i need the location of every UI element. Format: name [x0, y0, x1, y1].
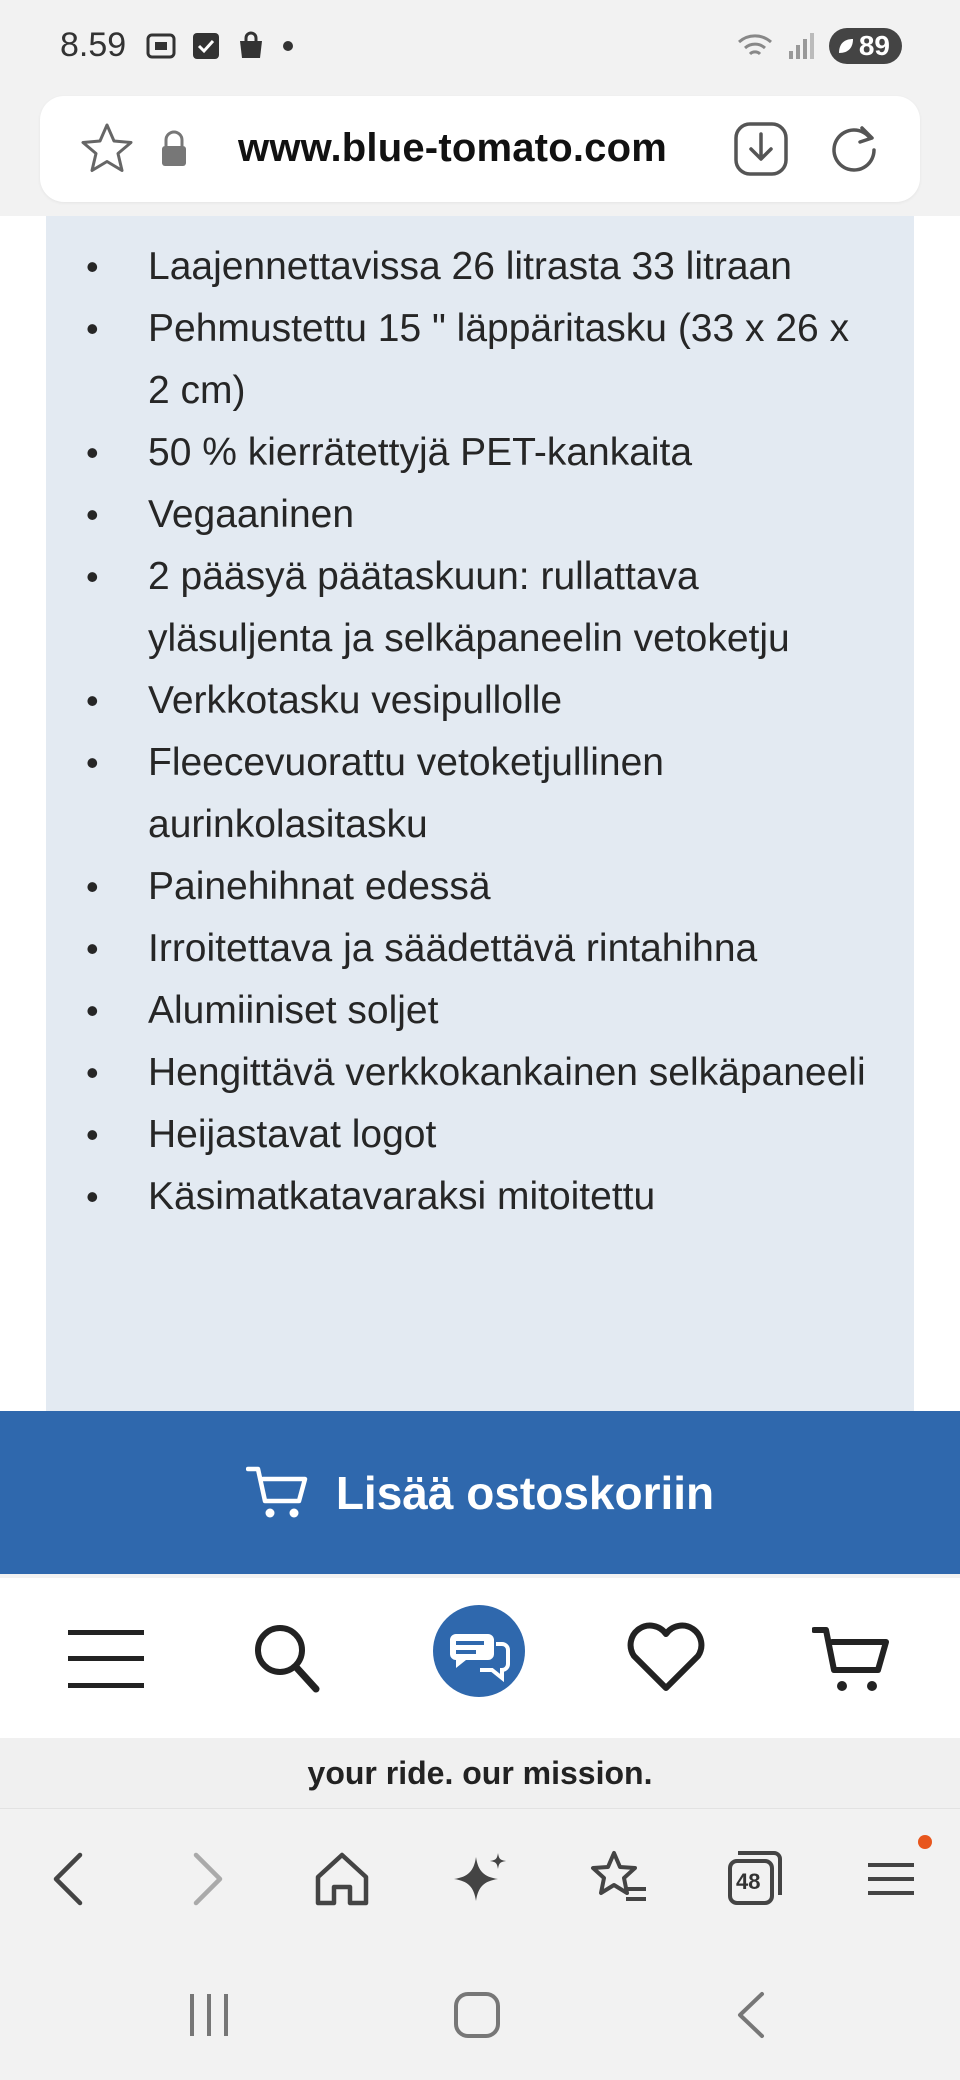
browser-toolbar — [0, 1808, 960, 1949]
sparkle-ai-icon[interactable] — [450, 1849, 510, 1909]
wifi-icon — [735, 30, 775, 62]
page-content — [0, 216, 960, 1411]
tabs-count: 48 — [736, 1869, 761, 1894]
list-item: • Vegaaninen — [46, 484, 914, 546]
list-item: • 2 pääsyä päätaskuun: rullattava yläsuljenta ja selkäpaneelin vetoketju — [46, 546, 914, 670]
list-item: • Laajennettavissa 26 litrasta 33 litraan — [46, 236, 914, 298]
list-item: • Pehmustettu 15 " läppäritasku (33 x 26 x 2 cm) — [46, 298, 914, 422]
features-list — [46, 216, 914, 1228]
browser-address-area — [0, 96, 960, 216]
recent-apps-icon[interactable] — [184, 1990, 234, 2040]
wishlist-heart-icon[interactable] — [626, 1622, 706, 1694]
list-item: • Alumiiniset soljet — [46, 980, 914, 1042]
lock-icon — [158, 130, 190, 168]
list-item: • Irroitettava ja säädettävä rintahihna — [46, 918, 914, 980]
cart-nav-icon[interactable] — [812, 1624, 892, 1696]
list-item: • Käsimatkatavaraksi mitoitettu — [46, 1166, 914, 1228]
site-bottom-nav — [0, 1578, 960, 1738]
signal-icon — [787, 31, 817, 61]
list-item: • Hengittävä verkkokankainen selkäpaneeli — [46, 1042, 914, 1104]
address-bar[interactable] — [40, 96, 920, 202]
shopping-bag-icon — [235, 30, 267, 62]
add-to-cart-label: Lisää ostoskoriin — [335, 1466, 715, 1519]
battery-indicator — [829, 28, 902, 64]
dot-icon — [281, 39, 295, 53]
list-item: • Verkkotasku vesipullolle — [46, 670, 914, 732]
leaf-icon — [837, 37, 855, 55]
download-icon[interactable] — [732, 120, 790, 178]
tabs-button[interactable] — [726, 1849, 782, 1905]
status-time: 8.59 — [60, 26, 127, 64]
site-tagline: your ride. our mission. — [0, 1738, 960, 1808]
cart-icon — [246, 1464, 312, 1522]
list-item: • Heijastavat logot — [46, 1104, 914, 1166]
add-to-cart-button[interactable] — [0, 1411, 960, 1574]
system-status-icons — [735, 28, 902, 64]
forward-icon[interactable] — [188, 1849, 228, 1909]
list-item: • Painehihnat edessä — [46, 856, 914, 918]
notification-dot — [918, 1835, 932, 1849]
home-button-icon[interactable] — [452, 1990, 502, 2040]
screenshot-icon — [145, 30, 177, 62]
system-back-icon[interactable] — [730, 1990, 770, 2040]
bookmark-star-icon[interactable] — [78, 120, 136, 178]
chat-icon[interactable] — [432, 1604, 526, 1698]
battery-level: 89 — [858, 30, 890, 61]
system-navigation — [0, 1948, 960, 2080]
browser-menu-icon[interactable] — [866, 1849, 916, 1909]
back-icon[interactable] — [48, 1849, 88, 1909]
status-bar — [0, 0, 960, 96]
list-item: • 50 % kierrätettyjä PET-kankaita — [46, 422, 914, 484]
list-item: • Fleecevuorattu vetoketjullinen aurinkolasitasku — [46, 732, 914, 856]
url-text[interactable]: www.blue-tomato.com — [238, 126, 667, 170]
home-icon[interactable] — [312, 1849, 372, 1909]
checkbox-icon — [191, 31, 221, 61]
bookmarks-icon[interactable] — [586, 1849, 648, 1909]
product-features-panel — [46, 216, 914, 1411]
search-icon[interactable] — [250, 1620, 322, 1696]
notification-icons — [145, 30, 295, 62]
reload-icon[interactable] — [824, 118, 884, 178]
menu-icon[interactable] — [66, 1626, 146, 1692]
